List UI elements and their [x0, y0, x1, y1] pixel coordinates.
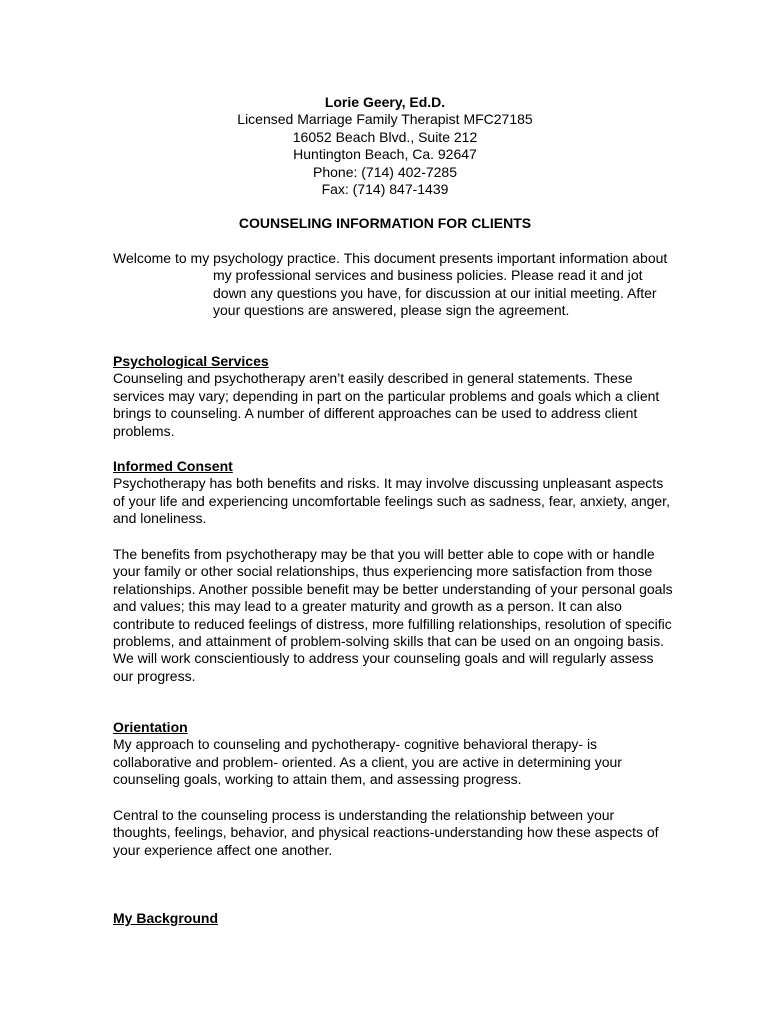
- fax-line: Fax: (714) 847-1439: [321, 181, 449, 198]
- section-central: [113, 807, 673, 859]
- section-body: My approach to counseling and pychotherapy- cognitive behavioral therapy- is collaborative and problem- oriented. As a client, you are active in determining your counseling goals, working to attain them, and assessing progress.: [113, 736, 622, 788]
- document-title: COUNSELING INFORMATION FOR CLIENTS: [238, 215, 532, 231]
- section-body: The benefits from psychotherapy may be that you will better able to cope with or handle your family or other social relationships, thus experiencing more satisfaction from those relationships. Another possible benefit may be better understanding of your personal goals and values; this may lead to a greater maturity and growth as a person. It can also contribute to reduced feelings of distress, more fulfilling relationships, resolution of specific problems, and attainment of problem-solving skills that can be used on an ongoing basis. We will work conscientiously to address your counseling goals and will regularly assess our progress.: [113, 546, 673, 684]
- license-line: Licensed Marriage Family Therapist MFC27185: [237, 111, 533, 128]
- section-body: Central to the counseling process is understanding the relationship between your thoughts, feelings, behavior, and physical reactions-understanding how these aspects of your experience affect one another.: [113, 807, 659, 858]
- section-body: Psychotherapy has both benefits and risks. It may involve discussing unpleasant aspects of your life and experiencing uncomfortable feelings such as sadness, fear, anxiety, anger, and loneliness.: [113, 475, 670, 527]
- letterhead: [0, 94, 770, 198]
- therapist-name: Lorie Geery, Ed.D.: [324, 94, 446, 110]
- welcome-paragraph: Welcome to my psychology practice. This document presents important information about my professional services and business policies. Please read it and jot down any questions you have, for discussion at our initial meeting. After your questions are answered, please sign the agreement.: [113, 250, 668, 319]
- section-psychological-services: [113, 353, 673, 440]
- address-line-2: Huntington Beach, Ca. 92647: [293, 146, 477, 163]
- section-heading: Informed Consent: [113, 458, 233, 474]
- section-informed-consent: [113, 458, 673, 528]
- phone-line: Phone: (714) 402-7285: [313, 163, 457, 180]
- section-benefits: [113, 546, 673, 685]
- section-orientation: [113, 719, 673, 789]
- section-heading: My Background: [113, 910, 219, 926]
- section-heading: Orientation: [113, 719, 188, 735]
- address-line-1: 16052 Beach Blvd., Suite 212: [292, 128, 478, 145]
- section-my-background: [113, 910, 673, 927]
- section-body: Counseling and psychotherapy aren’t easily described in general statements. These services may vary; depending in part on the particular problems and goals which a client brings to counseling. A number of different approaches can be used to address client problems.: [113, 370, 660, 439]
- section-heading: Psychological Services: [113, 353, 269, 369]
